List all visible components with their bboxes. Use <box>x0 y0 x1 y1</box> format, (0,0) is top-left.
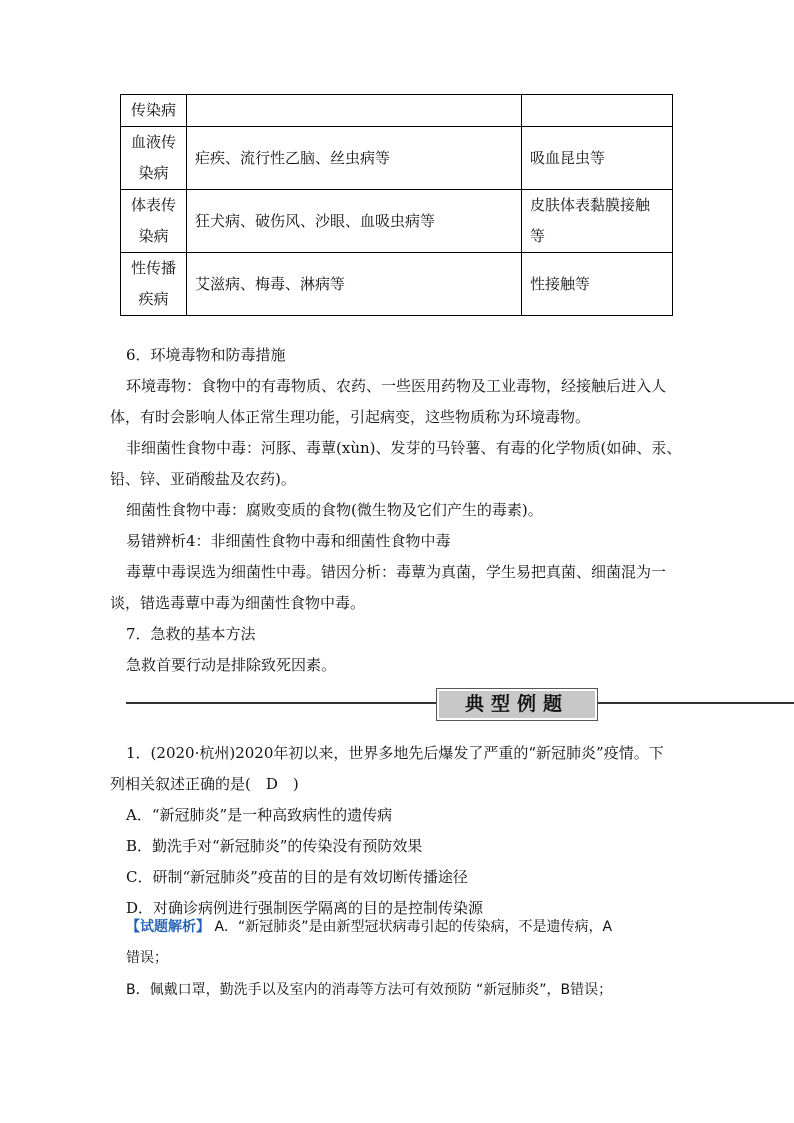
table-cell-route: 性接触等 <box>522 253 673 316</box>
section-banner: 典型例题 <box>436 688 598 721</box>
table-cell-route: 吸血昆虫等 <box>522 127 673 190</box>
analysis-line: 错误； <box>126 950 168 966</box>
paragraph-line: 谈，错选毒蕈中毒为细菌性食物中毒。 <box>110 594 366 612</box>
table-cell-type: 性传播疾病 <box>121 253 187 316</box>
paragraph-line: 易错辨析4：非细菌性食物中毒和细菌性食物中毒 <box>126 532 451 550</box>
table-row <box>121 95 673 127</box>
paragraph-line: 急救首要行动是排除致死因素。 <box>126 656 337 674</box>
paragraph-line: 细菌性食物中毒：腐败变质的食物(微生物及它们产生的毒素)。 <box>126 501 543 519</box>
question-option: B．勤洗手对“新冠肺炎”的传染没有预防效果 <box>126 837 423 855</box>
analysis-text: A．“新冠肺炎”是由新型冠状病毒引起的传染病，不是遗传病，A <box>210 919 613 935</box>
question-stem: 列相关叙述正确的是( D ) <box>110 775 299 793</box>
table-row <box>121 190 673 253</box>
table-cell-diseases: 狂犬病、破伤风、沙眼、血吸虫病等 <box>187 190 522 253</box>
table-cell-route: 皮肤体表黏膜接触等 <box>522 190 673 253</box>
section-heading: 6．环境毒物和防毒措施 <box>126 346 286 364</box>
paragraph-line: 铅、锌、亚硝酸盐及农药)。 <box>110 470 296 488</box>
analysis-line: B．佩戴口罩，勤洗手以及室内的消毒等方法可有效预防 “新冠肺炎”，B错误； <box>126 982 613 998</box>
paragraph-line: 体，有时会影响人体正常生理功能，引起病变，这些物质称为环境毒物。 <box>110 408 591 426</box>
question-option: C．研制“新冠肺炎”疫苗的目的是有效切断传播途径 <box>126 868 468 886</box>
question-option: D．对确诊病例进行强制医学隔离的目的是控制传染源 <box>126 899 484 917</box>
question-stem: 1．(2020·杭州)2020年初以来，世界多地先后爆发了严重的“新冠肺炎”疫情。下 <box>126 744 664 762</box>
paragraph-line: 毒蕈中毒误选为细菌性中毒。错因分析：毒蕈为真菌，学生易把真菌、细菌混为一 <box>126 563 667 581</box>
table-cell-diseases: 疟疾、流行性乙脑、丝虫病等 <box>187 127 522 190</box>
banner-rule-left <box>126 702 436 704</box>
table-cell-type: 血液传染病 <box>121 127 187 190</box>
table-row <box>121 253 673 316</box>
table-cell-type: 传染病 <box>121 95 187 127</box>
question-option: A．“新冠肺炎”是一种高致病性的遗传病 <box>126 806 393 824</box>
table-row <box>121 127 673 190</box>
table-cell-type: 体表传染病 <box>121 190 187 253</box>
paragraph-line: 非细菌性食物中毒：河豚、毒蕈(xùn)、发芽的马铃薯、有毒的化学物质(如砷、汞、 <box>126 439 682 457</box>
banner-rule-right <box>598 702 794 704</box>
table-cell-diseases: 艾滋病、梅毒、淋病等 <box>187 253 522 316</box>
disease-table <box>120 94 673 316</box>
section-heading: 7．急救的基本方法 <box>126 625 256 643</box>
analysis-line <box>126 913 612 941</box>
table-cell-diseases <box>187 95 522 127</box>
analysis-tag: 【试题解析】 <box>126 919 210 935</box>
table-cell-route <box>522 95 673 127</box>
paragraph-line: 环境毒物：食物中的有毒物质、农药、一些医用药物及工业毒物，经接触后进入人 <box>126 377 667 395</box>
